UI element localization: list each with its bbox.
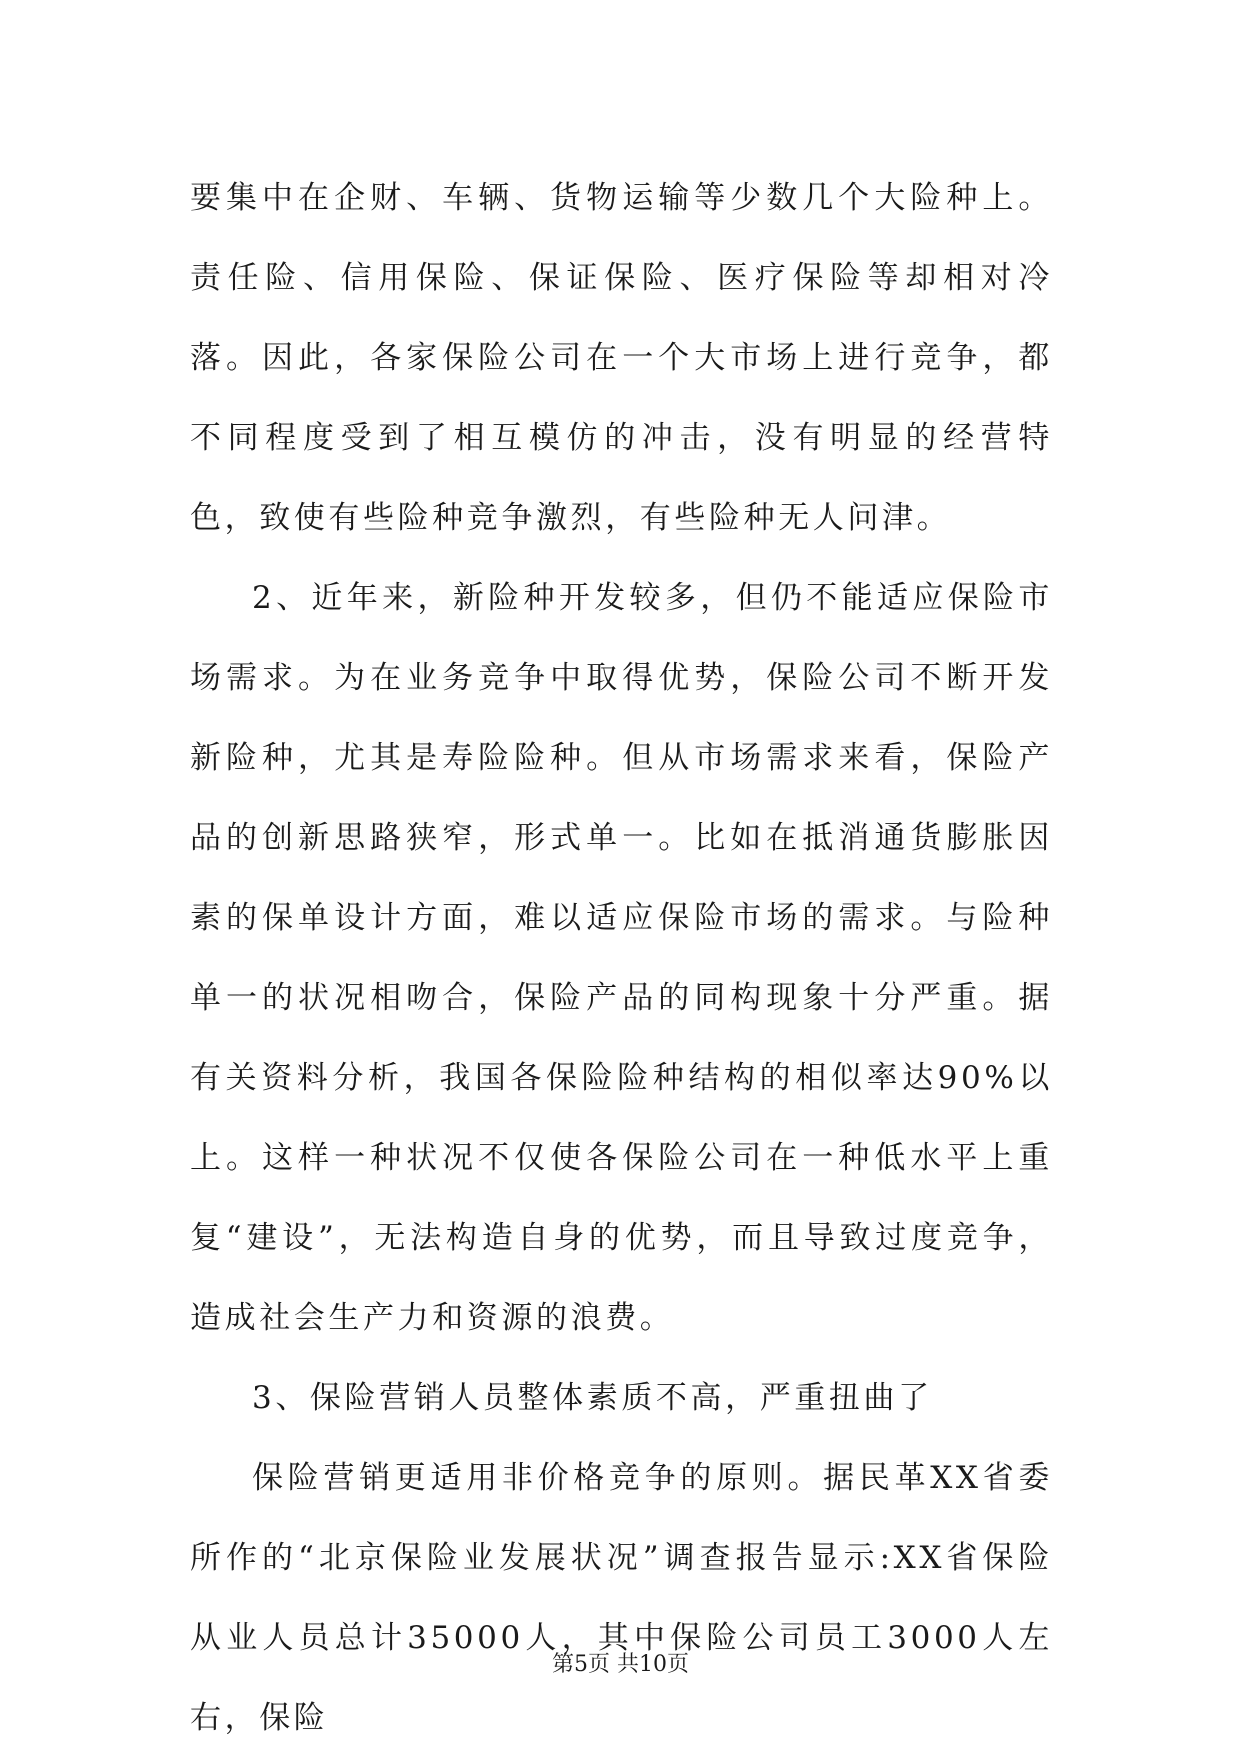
paragraph-marketing: 保险营销更适用非价格竞争的原则。据民革XX省委所作的“北京保险业发展状况”调查报告显示:XX省保险从业人员总计35000人，其中保险公司员工3000人左右，保险 xyxy=(190,1460,1053,1736)
paragraph-item-2: 2、近年来，新险种开发较多，但仍不能适应保险市场需求。为在业务竞争中取得优势，保险公司不断开发新险种，尤其是寿险险种。但从市场需求来看，保险产品的创新思路狭窄，形式单一。比如在抵消通货膨胀因素的保单设计方面，难以适应保险市场的需求。与险种单一的状况相吻合，保险产品的同构现象十分严重。据有关资料分析，我国各保险险种结构的相似率达90%以上。这样一种状况不仅使各保险公司在一种低水平上重复“建设”，无法构造自身的优势，而且导致过度竞争，造成社会生产力和资源的浪费。 xyxy=(190,580,1053,1336)
page-number: 第5页 共10页 xyxy=(552,1652,689,1677)
paragraph-item-3: 3、保险营销人员整体素质不高，严重扭曲了 xyxy=(252,1380,933,1416)
paragraph-continuation: 要集中在企财、车辆、货物运输等少数几个大险种上。责任险、信用保险、保证保险、医疗保险等却相对冷落。因此，各家保险公司在一个大市场上进行竞争，都不同程度受到了相互模仿的冲击，没有明显的经营特色，致使有些险种竞争激烈，有些险种无人问津。 xyxy=(190,180,1053,536)
document-body xyxy=(190,158,1053,1758)
